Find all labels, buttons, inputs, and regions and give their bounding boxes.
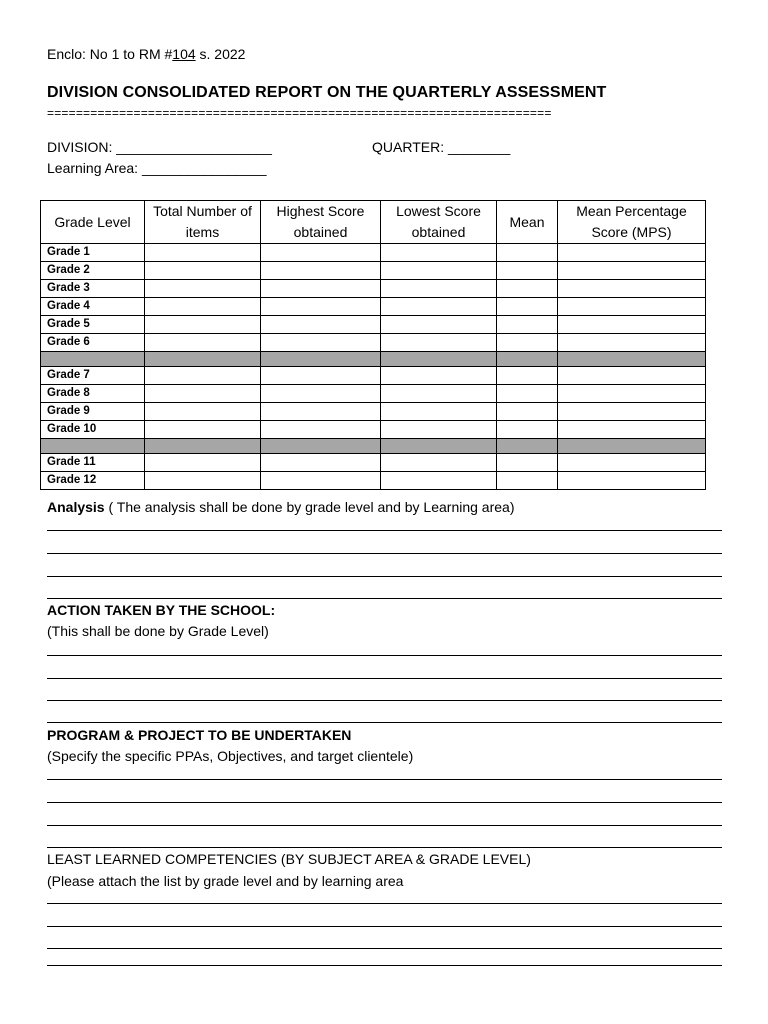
analysis-line[interactable] (47, 598, 722, 599)
header-mps: Mean Percentage Score (MPS) (558, 201, 706, 244)
entry-cell[interactable] (558, 244, 706, 262)
entry-cell[interactable] (145, 262, 261, 280)
grade-label: Grade 3 (41, 280, 145, 298)
quarter-field: QUARTER: ________ (372, 139, 511, 155)
grade-label: Grade 8 (41, 385, 145, 403)
entry-cell[interactable] (145, 334, 261, 352)
entry-cell[interactable] (145, 280, 261, 298)
grade-label: Grade 9 (41, 403, 145, 421)
entry-cell[interactable] (558, 367, 706, 385)
title-rule: ====================================================================== (47, 106, 552, 120)
entry-cell[interactable] (558, 316, 706, 334)
separator-cell (558, 439, 706, 454)
grade-label: Grade 6 (41, 334, 145, 352)
separator-cell (41, 352, 145, 367)
table-row (41, 403, 706, 421)
entry-cell[interactable] (497, 298, 558, 316)
program-note: (Specify the specific PPAs, Objectives, and target clientele) (47, 748, 414, 764)
separator-cell (145, 439, 261, 454)
entry-cell[interactable] (558, 472, 706, 490)
entry-cell[interactable] (497, 367, 558, 385)
table-row (41, 385, 706, 403)
header-mean: Mean (497, 201, 558, 244)
separator-cell (558, 352, 706, 367)
entry-cell[interactable] (381, 262, 497, 280)
separator-row (41, 439, 706, 454)
entry-cell[interactable] (145, 298, 261, 316)
analysis-heading (47, 499, 514, 515)
action-line[interactable] (47, 655, 722, 656)
entry-cell[interactable] (145, 403, 261, 421)
grade-label: Grade 2 (41, 262, 145, 280)
entry-cell[interactable] (497, 472, 558, 490)
grade-label: Grade 12 (41, 472, 145, 490)
header-highest-score: Highest Score obtained (261, 201, 381, 244)
separator-cell (145, 352, 261, 367)
enclosure-suffix: s. 2022 (195, 46, 246, 62)
analysis-line[interactable] (47, 530, 722, 531)
entry-cell[interactable] (145, 421, 261, 439)
entry-cell[interactable] (145, 385, 261, 403)
action-line[interactable] (47, 722, 722, 723)
entry-cell[interactable] (261, 316, 381, 334)
separator-cell (41, 439, 145, 454)
header-lowest-score: Lowest Score obtained (381, 201, 497, 244)
entry-cell[interactable] (558, 454, 706, 472)
grade-label: Grade 11 (41, 454, 145, 472)
entry-cell[interactable] (145, 316, 261, 334)
separator-cell (381, 439, 497, 454)
entry-cell[interactable] (145, 472, 261, 490)
entry-cell[interactable] (558, 334, 706, 352)
separator-row (41, 352, 706, 367)
assessment-table (40, 200, 706, 490)
entry-cell[interactable] (261, 244, 381, 262)
separator-cell (497, 439, 558, 454)
entry-cell[interactable] (497, 244, 558, 262)
grade-label: Grade 4 (41, 298, 145, 316)
table-header-row (41, 201, 706, 244)
entry-cell[interactable] (497, 334, 558, 352)
grade-label: Grade 7 (41, 367, 145, 385)
least-learned-title: LEAST LEARNED COMPETENCIES (BY SUBJECT AREA & GRADE LEVEL) (47, 851, 531, 867)
analysis-title: Analysis (47, 499, 105, 515)
entry-cell[interactable] (261, 262, 381, 280)
rm-number: 104 (172, 46, 196, 62)
entry-cell[interactable] (381, 421, 497, 439)
least-learned-line[interactable] (47, 965, 722, 966)
table-row (41, 262, 706, 280)
analysis-note: ( The analysis shall be done by grade level and by Learning area) (104, 499, 515, 515)
entry-cell[interactable] (261, 472, 381, 490)
table-row (41, 454, 706, 472)
entry-cell[interactable] (558, 262, 706, 280)
entry-cell[interactable] (381, 298, 497, 316)
entry-cell[interactable] (497, 454, 558, 472)
entry-cell[interactable] (261, 421, 381, 439)
entry-cell[interactable] (381, 454, 497, 472)
program-line[interactable] (47, 802, 722, 803)
entry-cell[interactable] (497, 316, 558, 334)
analysis-line[interactable] (47, 553, 722, 554)
program-title: PROGRAM & PROJECT TO BE UNDERTAKEN (47, 727, 352, 743)
entry-cell[interactable] (261, 334, 381, 352)
table-row (41, 367, 706, 385)
header-total-items: Total Number of items (145, 201, 261, 244)
table-row (41, 316, 706, 334)
entry-cell[interactable] (381, 367, 497, 385)
entry-cell[interactable] (381, 244, 497, 262)
entry-cell[interactable] (497, 403, 558, 421)
separator-cell (381, 352, 497, 367)
entry-cell[interactable] (497, 262, 558, 280)
entry-cell[interactable] (381, 385, 497, 403)
least-learned-line[interactable] (47, 903, 722, 904)
separator-cell (261, 352, 381, 367)
action-line[interactable] (47, 678, 722, 679)
entry-cell[interactable] (381, 403, 497, 421)
entry-cell[interactable] (558, 385, 706, 403)
entry-cell[interactable] (261, 385, 381, 403)
entry-cell[interactable] (381, 280, 497, 298)
entry-cell[interactable] (558, 280, 706, 298)
enclosure-reference (47, 46, 245, 62)
analysis-line[interactable] (47, 576, 722, 577)
action-line[interactable] (47, 700, 722, 701)
entry-cell[interactable] (558, 403, 706, 421)
report-title: DIVISION CONSOLIDATED REPORT ON THE QUARTERLY ASSESSMENT (47, 84, 607, 101)
entry-cell[interactable] (381, 472, 497, 490)
entry-cell[interactable] (558, 421, 706, 439)
learning-area-field: Learning Area: ________________ (47, 160, 267, 176)
entry-cell[interactable] (145, 454, 261, 472)
entry-cell[interactable] (381, 316, 497, 334)
program-line[interactable] (47, 825, 722, 826)
entry-cell[interactable] (261, 298, 381, 316)
least-learned-note: (Please attach the list by grade level and by learning area (47, 873, 404, 889)
table-row (41, 421, 706, 439)
table-row (41, 334, 706, 352)
enclosure-prefix: Enclo: No 1 to RM # (47, 46, 173, 62)
table-row (41, 298, 706, 316)
least-learned-line[interactable] (47, 926, 722, 927)
grade-label: Grade 10 (41, 421, 145, 439)
table-row (41, 244, 706, 262)
entry-cell[interactable] (381, 334, 497, 352)
entry-cell[interactable] (145, 244, 261, 262)
entry-cell[interactable] (261, 403, 381, 421)
entry-cell[interactable] (497, 385, 558, 403)
entry-cell[interactable] (145, 367, 261, 385)
entry-cell[interactable] (261, 280, 381, 298)
entry-cell[interactable] (497, 421, 558, 439)
header-grade-level: Grade Level (41, 201, 145, 244)
program-line[interactable] (47, 847, 722, 848)
least-learned-line[interactable] (47, 948, 722, 949)
grade-label: Grade 5 (41, 316, 145, 334)
program-line[interactable] (47, 779, 722, 780)
division-field: DIVISION: ____________________ (47, 139, 272, 155)
action-note: (This shall be done by Grade Level) (47, 623, 269, 639)
separator-cell (261, 439, 381, 454)
entry-cell[interactable] (558, 298, 706, 316)
table-row (41, 472, 706, 490)
separator-cell (497, 352, 558, 367)
table-body (41, 244, 706, 490)
entry-cell[interactable] (261, 454, 381, 472)
entry-cell[interactable] (261, 367, 381, 385)
table-row (41, 280, 706, 298)
entry-cell[interactable] (497, 280, 558, 298)
action-title: ACTION TAKEN BY THE SCHOOL: (47, 602, 276, 618)
grade-label: Grade 1 (41, 244, 145, 262)
